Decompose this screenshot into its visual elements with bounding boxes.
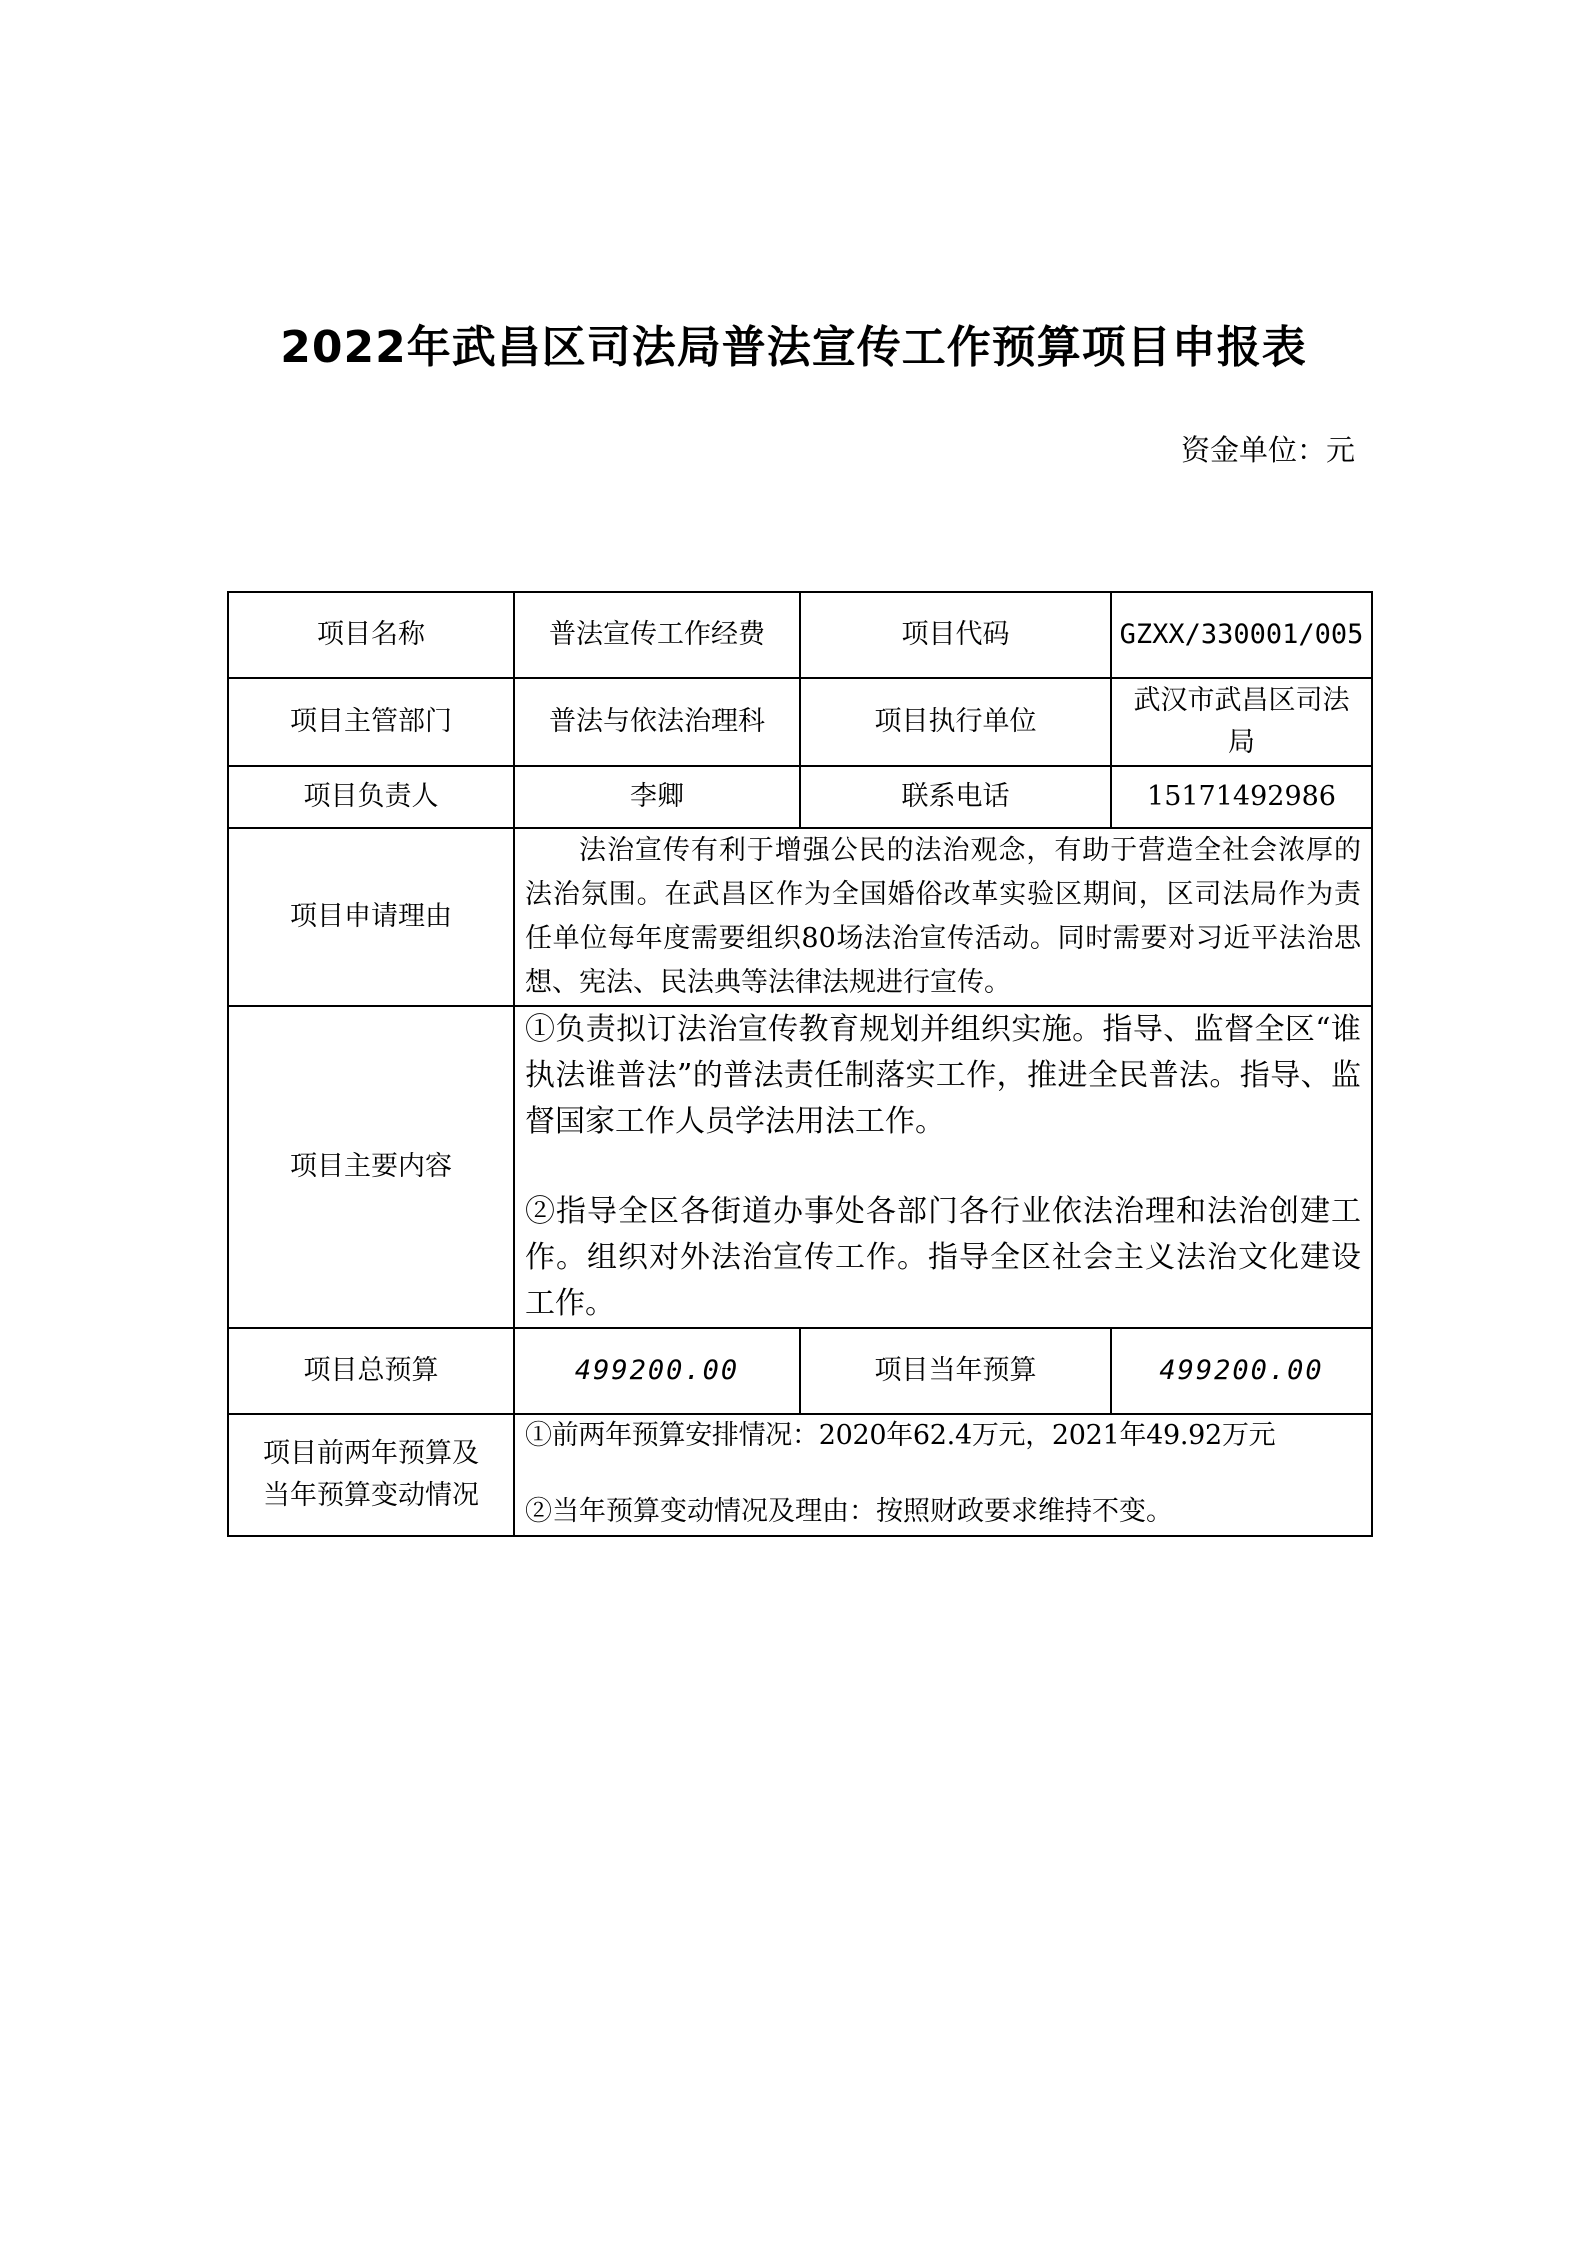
previous-budget-paragraph-2: ②当年预算变动情况及理由：按照财政要求维持不变。 xyxy=(525,1496,1173,1527)
previous-budget-cell xyxy=(514,1414,1372,1536)
project-code-label: 项目代码 xyxy=(800,592,1111,678)
executing-unit-value: 武汉市武昌区司法局 xyxy=(1111,678,1372,766)
table-row xyxy=(228,828,1372,1006)
application-reason-text: 法治宣传有利于增强公民的法治观念，有助于营造全社会浓厚的法治氛围。在武昌区作为全国婚俗改革实验区期间，区司法局作为责任单位每年度需要组织80场法治宣传活动。同时需要对习近平法治思想、宪法、民法典等法律法规进行宣传。 xyxy=(525,835,1361,998)
paragraph-spacer xyxy=(525,1145,1361,1189)
project-code-value: GZXX/330001/005 xyxy=(1111,592,1372,678)
contact-phone-label: 联系电话 xyxy=(800,766,1111,828)
project-leader-value: 李卿 xyxy=(514,766,800,828)
application-reason-cell xyxy=(514,828,1372,1006)
contact-phone-value: 15171492986 xyxy=(1111,766,1372,828)
supervising-dept-label: 项目主管部门 xyxy=(228,678,514,766)
project-leader-label: 项目负责人 xyxy=(228,766,514,828)
project-name-value: 普法宣传工作经费 xyxy=(514,592,800,678)
total-budget-label: 项目总预算 xyxy=(228,1328,514,1414)
fund-unit-label: 资金单位：元 xyxy=(1180,433,1355,467)
table-row xyxy=(228,766,1372,828)
page-title: 2022年武昌区司法局普法宣传工作预算项目申报表 xyxy=(280,322,1307,373)
main-content-paragraph-2: ②指导全区各街道办事处各部门各行业依法治理和法治创建工作。组织对外法治宣传工作。指导全区社会主义法治文化建设工作。 xyxy=(525,1194,1361,1321)
main-content-paragraph-1: ①负责拟订法治宣传教育规划并组织实施。指导、监督全区“谁执法谁普法”的普法责任制落实工作，推进全民普法。指导、监督国家工作人员学法用法工作。 xyxy=(525,1012,1361,1139)
table-row xyxy=(228,1006,1372,1328)
supervising-dept-value: 普法与依法治理科 xyxy=(514,678,800,766)
current-year-budget-label: 项目当年预算 xyxy=(800,1328,1111,1414)
main-content-cell xyxy=(514,1006,1372,1328)
total-budget-value: 499200.00 xyxy=(514,1328,800,1414)
table-row xyxy=(228,1328,1372,1414)
budget-application-table xyxy=(227,591,1373,1537)
application-reason-label: 项目申请理由 xyxy=(228,828,514,1006)
previous-budget-label xyxy=(228,1414,514,1536)
executing-unit-label: 项目执行单位 xyxy=(800,678,1111,766)
previous-budget-paragraph-1: ①前两年预算安排情况：2020年62.4万元，2021年49.92万元 xyxy=(525,1420,1276,1451)
table-row xyxy=(228,592,1372,678)
main-content-label: 项目主要内容 xyxy=(228,1006,514,1328)
project-name-label: 项目名称 xyxy=(228,592,514,678)
current-year-budget-value: 499200.00 xyxy=(1111,1328,1372,1414)
table-row xyxy=(228,1414,1372,1536)
table-row xyxy=(228,678,1372,766)
previous-budget-label-line-2: 当年预算变动情况 xyxy=(263,1480,479,1511)
paragraph-spacer xyxy=(525,1457,1365,1491)
previous-budget-label-line-1: 项目前两年预算及 xyxy=(263,1438,479,1469)
